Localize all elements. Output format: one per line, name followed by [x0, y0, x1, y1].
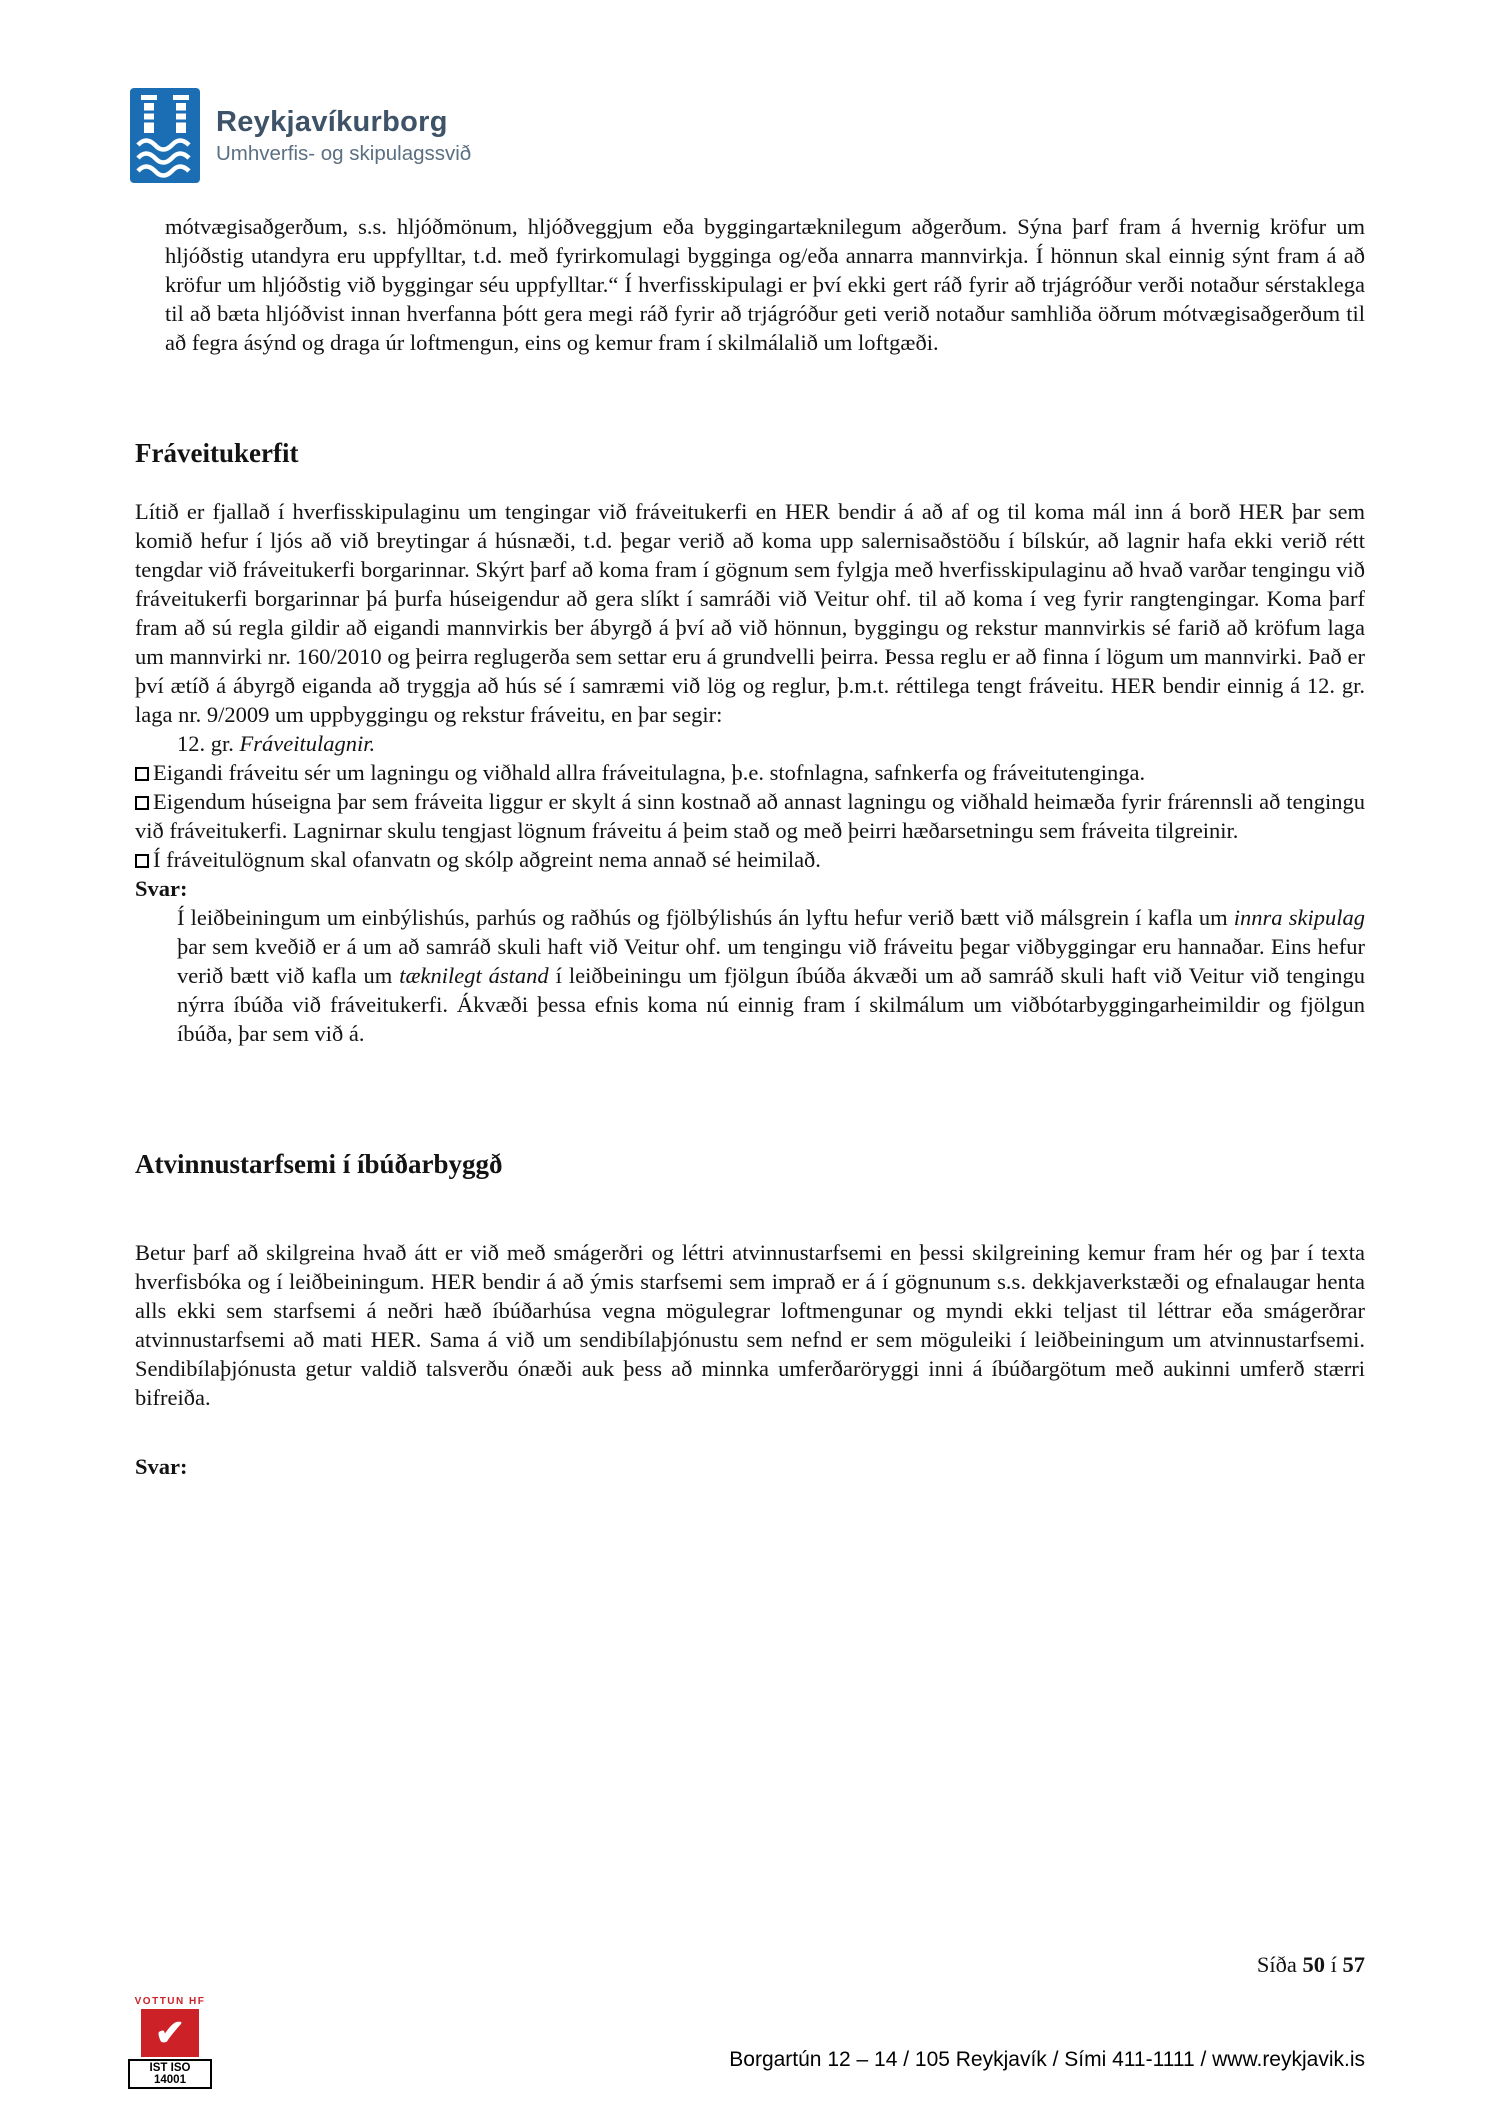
org-identity — [216, 106, 471, 166]
iso-certification-label: IST ISO 14001 — [128, 2059, 212, 2089]
checkbox-bullet-icon — [135, 854, 149, 868]
page-number-separator: í — [1324, 1952, 1343, 1977]
reykjavik-logo-icon — [130, 88, 200, 183]
text-block — [135, 903, 1365, 1048]
text-segment: 12. gr. — [177, 731, 240, 756]
answer-label — [135, 1452, 1365, 1481]
emphasized-text: Fráveitulagnir. — [239, 731, 376, 756]
section-heading — [135, 1148, 1365, 1180]
checkbox-bullet-icon — [135, 767, 149, 781]
text-segment: Fráveitukerfit — [135, 438, 299, 468]
document-blocks — [135, 212, 1365, 1481]
text-block — [135, 212, 1365, 357]
page-number — [1257, 1952, 1365, 1978]
text-segment: þar sem kveðið er á um að samráð skuli haft við Veitur ohf. um tengingu við fráveitu þegar viðbyggingar eru hannaðar. Eins hefur verið bætt við kafla um — [177, 934, 1365, 988]
list-item — [135, 787, 1365, 845]
page-number-total: 57 — [1342, 1952, 1365, 1977]
text-segment: Eigendum húseigna þar sem fráveita liggur er skylt á sinn kostnað að annast lagningu og viðhald heimæða fyrir frárennsli að tengingu við fráveitukerfi. Lagnirnar skulu tengjast lögnum fráveitu á þeim stað og með þeirri hæðarsetningu sem fráveita tilgreinir. — [135, 789, 1365, 843]
header — [130, 88, 471, 183]
text-segment: Svar: — [135, 876, 188, 901]
page-number-current: 50 — [1302, 1952, 1325, 1977]
org-name: Reykjavíkurborg — [216, 105, 448, 138]
page-number-prefix: Síða — [1256, 1952, 1303, 1977]
list-item — [135, 758, 1365, 787]
certification-issuer-label: VOTTUN HF — [134, 1996, 206, 2007]
list-item — [135, 845, 1365, 874]
text-block — [135, 497, 1365, 729]
text-segment: Í leiðbeiningum um einbýlishús, parhús og raðhús og fjölbýlishús án lyftu hefur verið bætt við málsgrein í kafla um — [177, 905, 1234, 930]
text-segment: Lítið er fjallað í hverfisskipulaginu um tengingar við fráveitukerfi en HER bendir á að af og til koma mál inn á borð HER þar sem komið hefur í ljós að við breytingar á húsnæði, t.d. þegar verið að koma upp salernisaðstöðu í bílskúr, að lagnir hafa ekki verið rétt tengdar við fráveitukerfi borgarinnar. Skýrt þarf að koma fram í gögnum sem fylgja með hverfisskipulaginu að hvað varðar tengingu við fráveitukerfi borgarinnar þá þurfa húseigendur að gera slíkt í samráði við Veitur ohf. til að koma í veg fyrir rangtengingar. Koma þarf fram að sú regla gildir að eigandi mannvirkis ber ábyrgð á því að við hönnun, byggingu og rekstur mannvirkis sé farið að kröfum laga um mannvirki nr. 160/2010 og þeirra reglugerða sem settar eru á grundvelli þeirra. Þessa reglu er að finna í lögum um mannvirki. Það er því ætíð á ábyrgð eiganda að tryggja að hús sé í samræmi við lög og reglur, þ.m.t. réttilega tengt fráveitu. HER bendir einnig á 12. gr. laga nr. 9/2009 um uppbyggingu og rekstur fráveitu, en þar segir: — [135, 499, 1365, 727]
org-department: Umhverfis- og skipulagssvið — [216, 141, 472, 165]
footer-address: Borgartún 12 – 14 / 105 Reykjavík / Sími 411-1111 / www.reykjavik.is — [729, 2048, 1365, 2071]
section-heading — [135, 437, 1365, 469]
text-segment: Betur þarf að skilgreina hvað átt er við með smágerðri og léttri atvinnustarfsemi en þessi skilgreining kemur fram hér og þar í texta hverfisbóka og í leiðbeiningum. HER bendir á að ýmis starfsemi sem imprað er á í gögnunum s.s. dekkjaverkstæði og efnalaugar henta alls ekki sem starfsemi á neðri hæð íbúðarhúsa vegna mögulegrar loftmengunar og myndi ekki teljast til léttrar eða smágerðrar atvinnustarfsemi að mati HER. Sama á við um sendibílaþjónustu sem nefnd er sem möguleiki í leiðbeiningum um atvinnustarfsemi. Sendibílaþjónusta getur valdið talsverðu ónæði auk þess að minnka umferðaröryggi inni á íbúðargötum með aukinni umferð stærri bifreiða. — [135, 1240, 1365, 1410]
text-segment: í leiðbeiningu um fjölgun íbúða ákvæði um að samráð skuli haft við Veitur við tengingu nýrra íbúða við fráveitukerfi. Ákvæði þessa efnis koma nú einnig fram í skilmálum um viðbótarbyggingarheimildir og fjölgun íbúða, þar sem við á. — [177, 963, 1365, 1046]
text-segment: Atvinnustarfsemi í íbúðarbyggð — [135, 1149, 503, 1179]
text-segment: Í fráveitulögnum skal ofanvatn og skólp aðgreint nema annað sé heimilað. — [153, 847, 821, 872]
answer-label — [135, 874, 1365, 903]
checkbox-bullet-icon — [135, 796, 149, 810]
certification-mark — [128, 1996, 212, 2089]
text-segment: mótvægisaðgerðum, s.s. hljóðmönum, hljóðveggjum eða byggingartæknilegum aðgerðum. Sýna þarf fram á hvernig kröfur um hljóðstig utandyra eru uppfylltar, t.d. með fyrirkomulagi bygginga og/eða annarra mannvirkja. Í hönnun skal einnig sýnt fram á að kröfur um hljóðstig við byggingar séu uppfylltar.“ Í hverfisskipulagi er því ekki gert ráð fyrir að trjágróður verði notaður sérstaklega til að bæta hljóðvist innan hverfanna þótt gera megi ráð fyrir að trjágróður geti verið notaður samhliða öðrum mótvægisaðgerðum til að fegra ásýnd og draga úr loftmengun, eins og kemur fram í skilmálalið um loftgæði. — [165, 214, 1365, 355]
emphasized-text: innra skipulag — [1233, 905, 1365, 930]
text-block — [135, 729, 1365, 758]
emphasized-text: tæknilegt ástand — [399, 963, 549, 988]
checkmark-glyph: ✔ — [154, 2012, 186, 2053]
text-block — [135, 1238, 1365, 1412]
text-segment: Eigandi fráveitu sér um lagningu og viðhald allra fráveitulagna, þ.e. stofnlagna, safnkerfa og fráveitutenginga. — [153, 760, 1146, 785]
text-segment: Svar: — [135, 1454, 188, 1479]
checkmark-icon — [141, 2009, 199, 2057]
